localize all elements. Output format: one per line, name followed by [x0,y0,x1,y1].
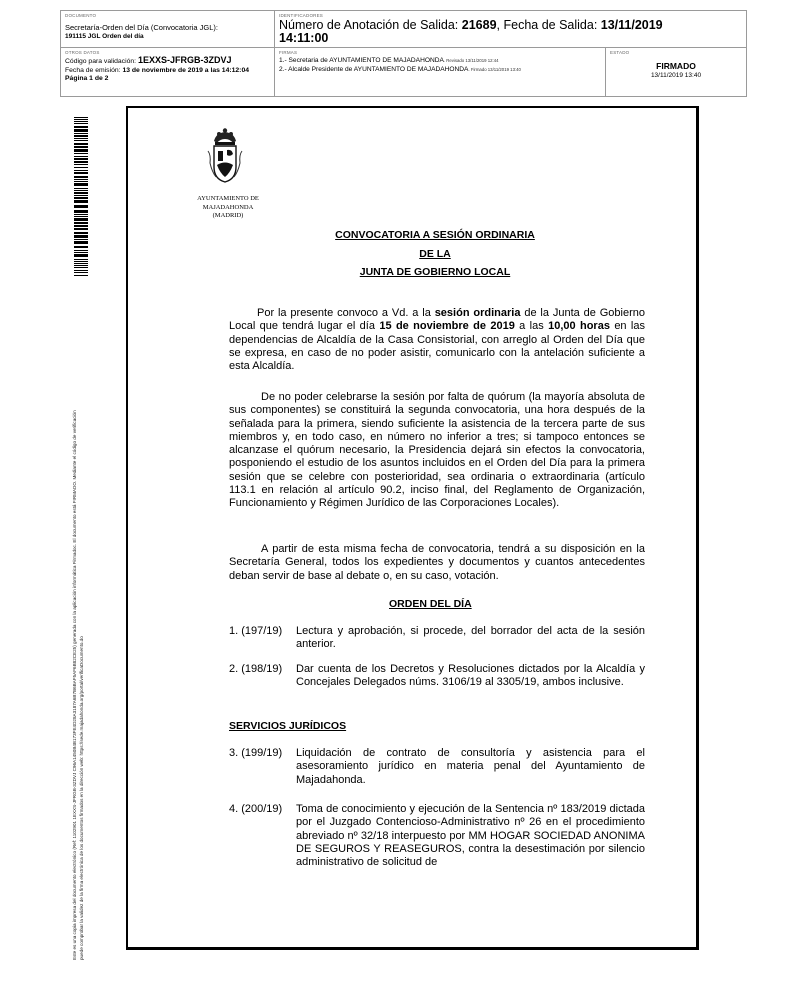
document-title-line-1: CONVOCATORIA A SESIÓN ORDINARIA [335,229,535,241]
agenda-title: ORDEN DEL DÍA [389,598,472,610]
agenda-item-number: 2. (198/19) [229,663,283,675]
letterhead-line-1: AYUNTAMIENTO DE [197,195,259,202]
registry-entry [279,19,742,45]
session-type: sesión ordinaria [434,307,521,319]
agenda-item-number: 4. (200/19) [229,803,283,815]
session-date: 15 de noviembre de 2019 [379,320,515,333]
agenda-item-number: 3. (199/19) [229,747,283,759]
document-title-line-2: DE LA [419,248,451,260]
estado-cell [606,48,746,96]
letterhead-line-2: MAJADAHONDA [202,203,254,211]
registry-lead: Número de Anotación de Salida: [279,18,462,32]
agenda-item-text: Lectura y aprobación, si procede, del borrador del acta de la sesión anterior. [296,625,645,651]
identificadores-cell [275,11,746,47]
document-metadata-header [60,10,747,97]
validation-code: 1EXXS-JFRGB-3ZDVJ [137,55,232,65]
agenda-item-number: 1. (197/19) [229,625,283,637]
agenda-item-text: Toma de conocimiento y ejecución de la Sentencia nº 183/2019 dictada por el Juzgado Contencioso-Administrativo nº 26 en el procedimiento abreviado nº 32/18 interpuesto por MM HOGAR SOCIEDAD ANONIMA DE SEGUROS Y REASEGUROS, contra la desestimación por silencio administrativo de solicitud de [296,803,645,869]
validation-code-label: Código para validación: [65,58,138,65]
signer-2-name: 2.- Alcalde Presidente de AYUNTAMIENTO DE MAJADAHONDA [279,66,469,73]
coat-of-arms-logo [206,127,244,185]
verification-text-line-1: Este es una copia impresa del documento electrónico (Ref: 1102901 1EXXS-JFRGB-3ZDVJ C96A1450B4B173FE4D28A3187A6B7B6BAF5AF6B82CE25) generada con la aplicación informática Firmadoc. El documento está FIRMADO. Mediante el código de verificación [72,410,77,960]
agenda-item [229,803,645,869]
intro-text-1: Por la presente convoco a Vd. a la [257,307,435,319]
firmas-caption: FIRMAS [279,50,298,55]
intro-text-3: a las [514,320,549,333]
identificadores-caption: IDENTIFICADORES [279,13,324,18]
barcode-image [74,117,88,277]
intro-paragraph [229,307,645,373]
registry-time: 14:11:00 [279,31,329,45]
documento-cell [61,11,275,47]
intro-text-4: en las dependencias de Alcaldía de la Casa Consistorial, con arreglo al Orden del Día que se expresa, en caso de no poder asistir, comunicarlo con la antelación suficiente a esta Alcaldía. [229,320,645,373]
document-title-line-3: JUNTA DE GOBIERNO LOCAL [359,266,511,278]
document-type: Secretaría-Orden del Día (Convocatoria JGL): [65,23,218,32]
registry-mid: , Fecha de Salida: [496,18,601,32]
letterhead-town [182,195,274,221]
issue-date: 13 de noviembre de 2019 a las 14:12:04 [122,66,250,74]
agenda-item-text: Dar cuenta de los Decretos y Resoluciones dictados por la Alcaldía y Concejales Delegados núms. 3106/19 al 3305/19, ambos inclusive. [296,663,645,689]
otros-datos-cell [61,48,275,96]
issue-date-line [65,67,270,76]
firmas-cell [275,48,606,96]
agenda-item-text: Liquidación de contrato de consultoría y asistencia para el asesoramiento jurídico en materia penal del Ayuntamiento de Majadahonda. [296,747,645,786]
validation-code-line [65,56,270,67]
signer-1-name: 1.- Secretaria de AYUNTAMIENTO DE MAJADAHONDA [279,57,444,64]
status-badge: FIRMADO [656,61,696,71]
letterhead-line-3: (MADRID) [212,212,244,219]
documento-caption: DOCUMENTO [65,13,97,18]
session-time: 10,00 horas [548,320,610,333]
intro-text-2: de la Junta de Gobierno Local que tendrá lugar el día [229,307,645,333]
page-indicator: Página 1 de 2 [65,75,109,82]
otros-datos-caption: OTROS DATOS [65,50,100,55]
estado-caption: ESTADO [610,50,630,55]
availability-paragraph: A partir de esta misma fecha de convocatoria, tendrá a su disposición en la Secretaría General, todos los expedientes y documentos y cuantos antecedentes deban servir de base al debate o, en su caso, votación. [229,543,645,582]
agenda-item [229,663,645,690]
document-id: 191115 JGL Orden del día [65,33,144,40]
signer-1 [279,56,601,65]
registry-number: 21689 [461,18,497,32]
signer-1-note: . Revisado 13/11/2019 12:44 [443,58,499,63]
agenda-item [229,747,645,787]
section-heading: SERVICIOS JURÍDICOS [229,720,347,732]
signer-2-note: . Firmado 13/11/2019 13:40 [468,67,521,72]
quorum-paragraph: De no poder celebrarse la sesión por falta de quórum (la mayoría absoluta de sus componentes) se constituirá la segunda convocatoria, una hora después de la señalada para la primera, siendo suficiente la asistencia de la tercera parte de sus miembros y, en todo caso, en número no inferior a tres; si tampoco entonces se alcanzase el quórum necesario, la Presidencia dejará sin efectos la convocatoria, posponiendo el estudio de los asuntos incluidos en el Orden del Día para la primera sesión que se celebre con posterioridad, sea ordinaria o extraordinaria (artículo 113.1 en relación al artículo 90.2, inciso final, del Reglamento de Organización, Funcionamiento y Régimen Jurídico de las Corporaciones Locales). [229,391,645,510]
verification-side-text [72,280,92,960]
agenda-item [229,625,645,652]
signer-2 [279,65,601,74]
status-date: 13/11/2019 13:40 [650,72,702,79]
registry-date: 13/11/2019 [600,18,663,32]
verification-text-line-2: puede comprobar la validez de la firma electrónica de los documentos firmados en la dirección web: https://sede.majadahonda.org/portal/verificaDocumento.do [78,636,84,960]
issue-date-label: Fecha de emisión: [65,66,123,74]
